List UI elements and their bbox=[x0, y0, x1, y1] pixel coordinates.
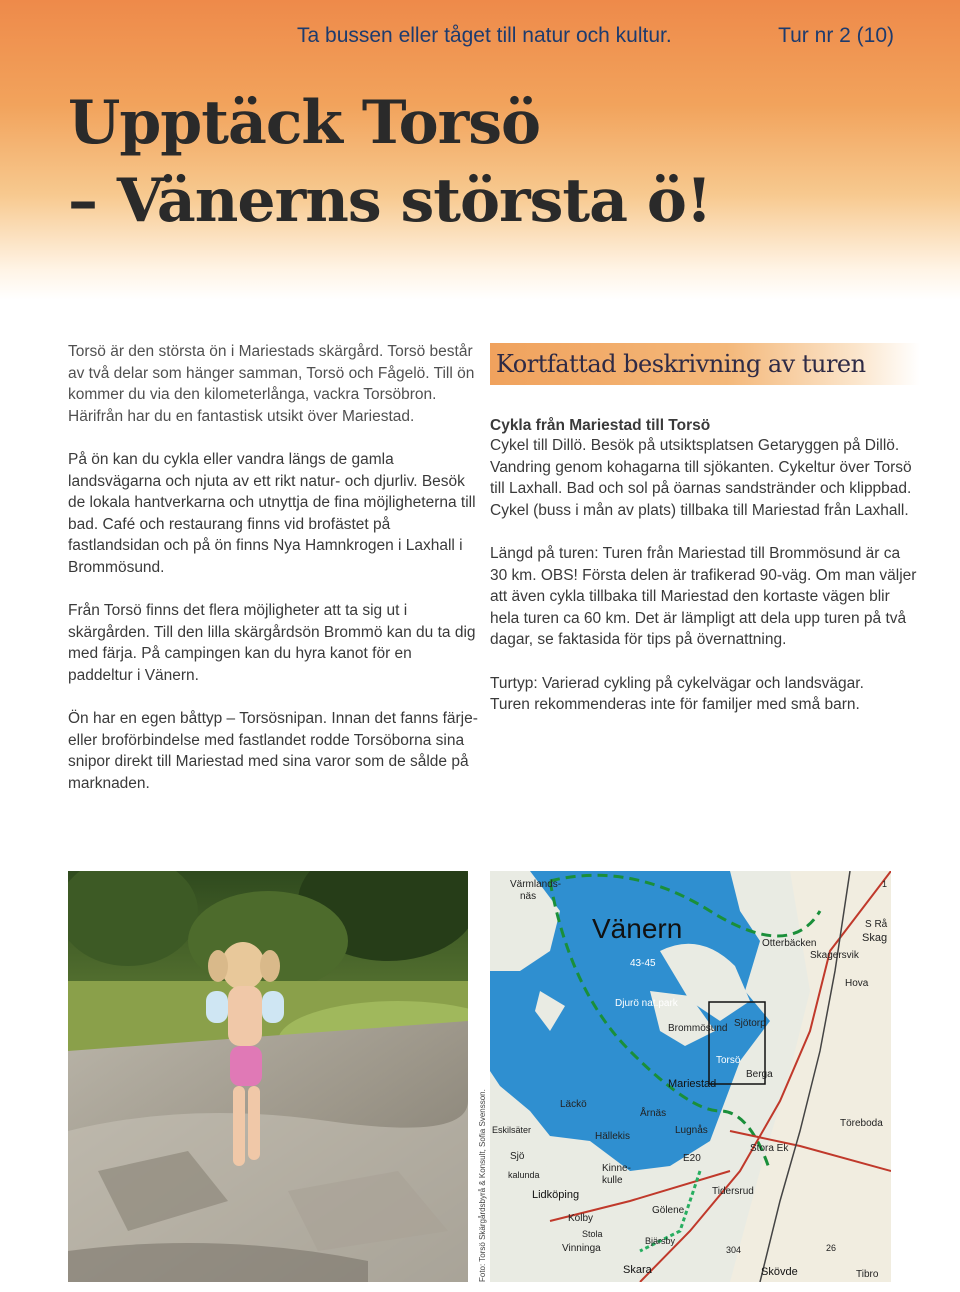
map-place-label: näs bbox=[520, 891, 537, 902]
route-map bbox=[490, 871, 891, 1282]
map-place-label: kulle bbox=[602, 1175, 623, 1186]
page-title bbox=[68, 84, 928, 240]
map-place-label: Berga bbox=[746, 1069, 773, 1080]
map-place-label: Skagersvik bbox=[810, 950, 859, 961]
photo-illustration bbox=[68, 871, 468, 1282]
map-place-label: Läckö bbox=[560, 1099, 587, 1110]
intro-paragraph: Ön har en egen båttyp – Torsösnipan. Innan det fanns färje- eller broförbindelse med fastlandet rodde Torsöborna sina snipor direkt till Mariestad med sina varor som de sålde på marknaden. bbox=[68, 710, 478, 792]
tour-recommendation: Turen rekommenderas inte för familjer med små barn. bbox=[490, 696, 860, 714]
intro-column bbox=[68, 341, 480, 816]
map-place-label: Brommösund bbox=[668, 1023, 728, 1034]
map-place-label: Stora Ek bbox=[750, 1143, 789, 1154]
map-place-label: Djurö nat.park bbox=[615, 998, 678, 1009]
intro-paragraph: På ön kan du cykla eller vandra längs de gamla landsvägarna och njuta av ett rikt natur- och djurliv. Besök de lokala hantverkarna och utnyttja de fina möjligheterna till bad. Café och restaurang finns vid brofästet på fastlandsidan och på ön finns Nya Hamnkrogen i Laxhall i Brommösund. bbox=[68, 450, 476, 576]
photo-credit: Foto: Torsö Skärgårdsbyrå & Konsult, Sofia Svensson. bbox=[478, 1089, 487, 1282]
map-place-label: Otterbäcken bbox=[762, 938, 817, 949]
summary-column bbox=[490, 343, 920, 716]
map-place-label: Bjärsby bbox=[645, 1236, 676, 1246]
map-place-label: 1 bbox=[882, 879, 888, 889]
intro-paragraph: Från Torsö finns det flera möjligheter att ta sig ut i skärgården. Till den lilla skärgårdsön Brommö kan du ta dig med färja. På campingen kan du hyra kanot för en paddeltur i Vänern. bbox=[68, 602, 476, 684]
map-place-label: Kinne- bbox=[602, 1163, 631, 1174]
map-place-label: Värmlands- bbox=[510, 879, 562, 890]
map-place-label: Sjö bbox=[510, 1151, 525, 1162]
route-length: Längd på turen: Turen från Mariestad till Brommösund är ca 30 km. OBS! Första delen är trafikerad 90-väg. Om man väljer att även cykla tillbaka till Mariestad den kortaste vägen blir hela turen ca 60 km. Det är lämpligt att dela upp turen på två dagar, se faktasida för tips på övernattning. bbox=[490, 544, 917, 649]
map-place-label: 26 bbox=[826, 1243, 837, 1253]
map-place-label: 43-45 bbox=[630, 958, 656, 969]
title-line-2: – Vänerns största ö! bbox=[68, 166, 712, 236]
map-place-label: Töreboda bbox=[840, 1118, 883, 1129]
map-place-label: Skag bbox=[862, 932, 888, 944]
map-place-label: Vinninga bbox=[562, 1243, 601, 1254]
summary-heading: Kortfattad beskrivning av turen bbox=[490, 343, 920, 385]
map-place-label: Sjötorp bbox=[734, 1018, 766, 1029]
map-place-label: Kolby bbox=[568, 1213, 594, 1224]
map-place-label: Tidersrud bbox=[712, 1186, 754, 1197]
map-place-label: Årnäs bbox=[640, 1108, 667, 1119]
intro-paragraph: Torsö är den största ön i Mariestads skärgård. Torsö består av två delar som hänger samman, Torsö och Fågelö. Till ön kommer du via den kilometerlånga, vackra Torsöbron. Härifrån har du en fantastisk utsikt över Mariestad. bbox=[68, 343, 475, 425]
map-place-label: Torsö bbox=[716, 1055, 741, 1066]
map-graphic bbox=[490, 871, 891, 1282]
map-place-label: Hova bbox=[845, 978, 869, 989]
map-place-label: Stola bbox=[582, 1229, 603, 1239]
map-place-label: Hällekis bbox=[595, 1131, 631, 1142]
map-place-label: E20 bbox=[683, 1153, 701, 1164]
map-place-label: Lugnås bbox=[675, 1125, 708, 1136]
map-place-label: Eskilsäter bbox=[492, 1125, 532, 1135]
route-description: Cykel till Dillö. Besök på utsiktsplatsen Getaryggen på Dillö. Vandring genom kohagarna till sjökanten. Cykeltur över Torsö till Laxhall. Bad och sol på öarnas sandstränder och klippbad. Cykel (buss i mån av plats) tillbaka till Mariestad från Laxhall. bbox=[490, 437, 912, 519]
map-lake-label: Vänern bbox=[592, 913, 683, 944]
route-title: Cykla från Mariestad till Torsö bbox=[490, 417, 711, 434]
map-place-label: S Rå bbox=[865, 919, 888, 930]
map-place-label: Mariestad bbox=[668, 1078, 717, 1090]
tour-type: Turtyp: Varierad cykling på cykelvägar och landsvägar. bbox=[490, 674, 864, 692]
tour-number: Tur nr 2 (10) bbox=[778, 24, 894, 47]
map-place-label: Tibro bbox=[856, 1269, 879, 1280]
map-place-label: kalunda bbox=[508, 1170, 540, 1180]
photo-child-on-rocks bbox=[68, 871, 468, 1282]
map-place-label: Lidköping bbox=[532, 1189, 580, 1201]
tagline: Ta bussen eller tåget till natur och kultur. bbox=[297, 24, 672, 47]
map-place-label: Skara bbox=[623, 1264, 652, 1276]
map-place-label: Skövde bbox=[761, 1266, 798, 1278]
title-line-1: Upptäck Torsö bbox=[68, 88, 541, 158]
map-place-label: 304 bbox=[726, 1245, 742, 1255]
map-place-label: Gölene bbox=[652, 1205, 685, 1216]
